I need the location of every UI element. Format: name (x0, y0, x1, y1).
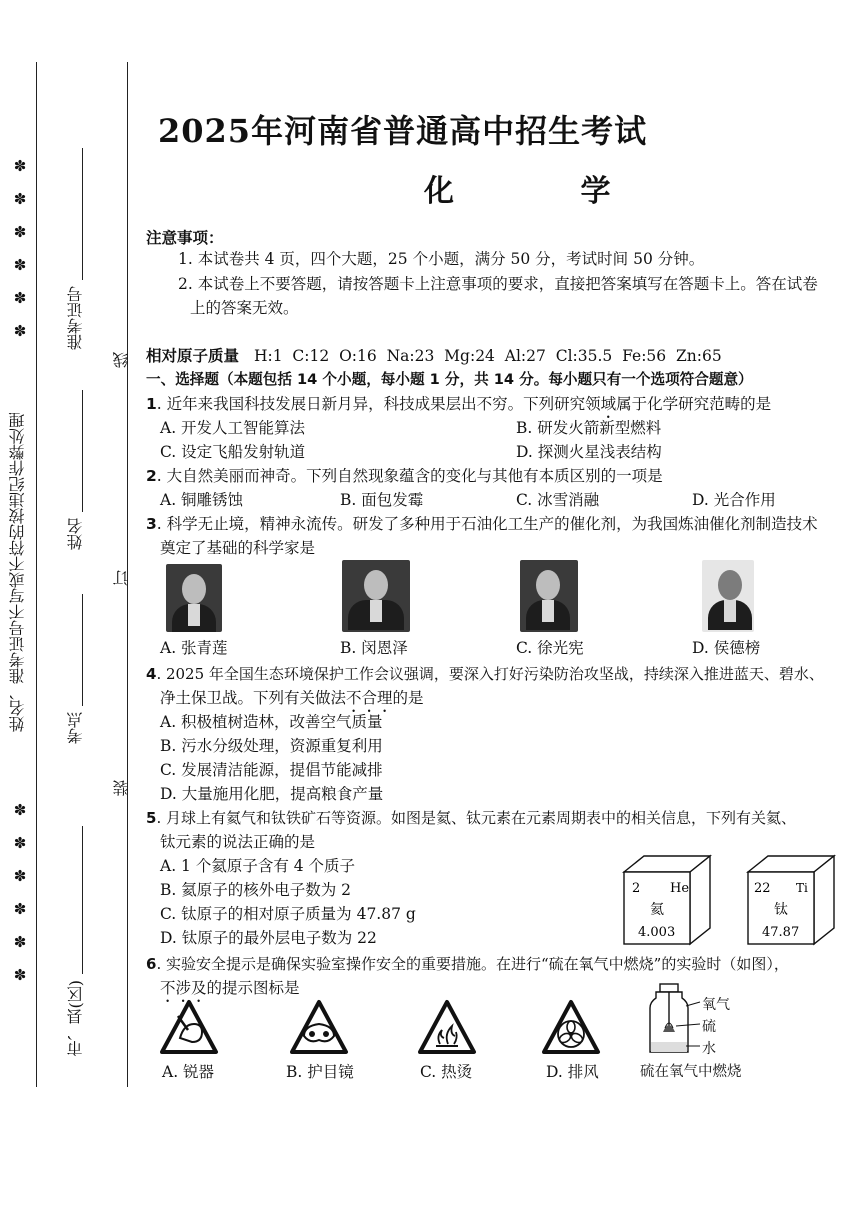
binding-mark-line: 线 (112, 352, 131, 368)
field-label-city-county: 市、县(区) (66, 980, 85, 1057)
q4-option-c[interactable]: C. 发展清洁能源，提倡节能减排 (160, 761, 383, 779)
apparatus-label-water: 水 (702, 1041, 716, 1057)
star-column-bottom: ✽ ✽ ✽ ✽ ✽ ✽ (13, 801, 27, 984)
q6-option-d[interactable]: D. 排风 (546, 1063, 599, 1081)
ti-symbol: Ti (796, 881, 808, 895)
q3-stem-line2: 奠定了基础的科学家是 (160, 539, 316, 557)
q1-stem: 1. 近年来我国科技发展日新月异，科技成果层出不穷。下列研究领域属于化学研究范畴的是 (146, 395, 772, 413)
q5-option-b[interactable]: B. 氦原子的核外电子数为 2 (160, 881, 352, 899)
atomic-mass-row (146, 344, 722, 368)
margin-side-note: 姓名、准考证号不写或不符的按违纪作弊处理 (8, 412, 27, 732)
q1-option-a[interactable]: A. 开发人工智能算法 (160, 419, 306, 437)
margin-line-left (36, 62, 37, 1087)
q2-option-a[interactable]: A. 铜雕锈蚀 (160, 491, 244, 509)
he-symbol: He (670, 881, 690, 896)
subject-title: 化 学 (424, 174, 669, 209)
q6-stem-line1: 6. 实验安全提示是确保实验室操作安全的重要措施。在进行“硫在氧气中燃烧”的实验时（如图）， (146, 955, 789, 973)
q3-option-a[interactable]: A. 张青莲 (160, 639, 228, 657)
notice-item-1: 1. 本试卷共 4 页，四个大题，25 个小题，满分 50 分，考试时间 50 分钟。 (178, 250, 705, 268)
binding-mark-staple: 订 (112, 570, 131, 586)
element-card-titanium (744, 852, 838, 946)
q3-photo-d (702, 560, 754, 632)
notice-item-2: 2. 本试卷上不要答题，请按答题卡上注意事项的要求，直接把答案填写在答题卡上。答在试卷 (178, 275, 818, 293)
q3-photo-c (520, 560, 578, 632)
q5-stem-line1: 5. 月球上有氦气和钛铁矿石等资源。如图是氦、钛元素在元素周期表中的相关信息，下列有关氦、 (146, 809, 796, 827)
q1-option-b[interactable]: B. 研发火箭新型燃料 (516, 419, 662, 437)
field-line-name (82, 390, 83, 512)
apparatus-caption: 硫在氧气中燃烧 (640, 1064, 742, 1080)
q1-number: 1 (146, 395, 157, 413)
q3-photo-a (166, 564, 222, 632)
q5-option-a[interactable]: A. 1 个氦原子含有 4 个质子 (160, 857, 356, 875)
atomic-mass-label: 相对原子质量 (146, 347, 240, 365)
he-mass: 4.003 (638, 925, 676, 940)
q6-option-c[interactable]: C. 热烫 (420, 1063, 473, 1081)
q4-option-b[interactable]: B. 污水分级处理，资源重复利用 (160, 737, 383, 755)
star-column-top: ✽ ✽ ✽ ✽ ✽ ✽ (13, 157, 27, 340)
q2-option-c[interactable]: C. 冰雪消融 (516, 491, 600, 509)
q4-stem-line2: 净土保卫战。下列有关做法不合理的是 (160, 689, 424, 707)
q6-stem-line2: 不涉及的提示图标是 (160, 979, 300, 997)
q6-option-b[interactable]: B. 护目镜 (286, 1063, 354, 1081)
ti-mass: 47.87 (762, 925, 800, 940)
q6-number: 6 (146, 955, 157, 973)
q4-number: 4 (146, 665, 157, 683)
exam-title: 2025年河南省普通高中招生考试 (158, 112, 648, 150)
section1-heading: 一、选择题（本题包括 14 个小题，每小题 1 分，共 14 分。每小题只有一个选项符合题意） (146, 371, 753, 388)
he-name: 氦 (650, 902, 664, 918)
q5-option-d[interactable]: D. 钛原子的最外层电子数为 22 (160, 929, 377, 947)
field-label-exam-number: 准考证号 (66, 286, 85, 350)
notice-item-2-cont: 上的答案无效。 (190, 299, 299, 317)
q3-option-d[interactable]: D. 侯德榜 (692, 639, 761, 657)
he-number: 2 (632, 881, 641, 896)
ti-name: 钛 (774, 902, 788, 918)
sharp-objects-icon (158, 998, 220, 1056)
q3-number: 3 (146, 515, 157, 533)
sulfur-combustion-apparatus (642, 980, 732, 1060)
q2-option-d[interactable]: D. 光合作用 (692, 491, 776, 509)
q1-option-d[interactable]: D. 探测火星浅表结构 (516, 443, 662, 461)
q4-stem-line1: 4. 2025 年全国生态环境保护工作会议强调，要深入打好污染防治攻坚战，持续深入推进蓝天、碧水、 (146, 665, 824, 683)
q1-option-c[interactable]: C. 设定飞船发射轨道 (160, 443, 306, 461)
field-label-exam-site: 考点 (66, 712, 85, 744)
q5-number: 5 (146, 809, 157, 827)
element-card-helium (620, 852, 714, 946)
q5-stem-line2: 钛元素的说法正确的是 (160, 833, 316, 851)
notice-heading: 注意事项： (146, 229, 224, 247)
q3-option-c[interactable]: C. 徐光宪 (516, 639, 584, 657)
q2-number: 2 (146, 467, 157, 485)
q3-photo-b (342, 560, 410, 632)
binding-mark-bind: 装 (112, 780, 131, 796)
q3-option-b[interactable]: B. 闵恩泽 (340, 639, 408, 657)
field-line-city-county (82, 826, 83, 974)
field-line-exam-site (82, 594, 83, 706)
q6-option-a[interactable]: A. 锐器 (162, 1063, 215, 1081)
field-label-name: 姓名 (66, 518, 85, 550)
ti-number: 22 (754, 881, 771, 896)
field-line-exam-number (82, 148, 83, 280)
q4-option-d[interactable]: D. 大量施用化肥，提高粮食产量 (160, 785, 384, 803)
ventilation-icon (540, 998, 602, 1056)
q5-option-c[interactable]: C. 钛原子的相对原子质量为 47.87 g (160, 905, 416, 923)
apparatus-label-sulfur: 硫 (702, 1019, 716, 1035)
q2-stem: 2. 大自然美丽而神奇。下列自然现象蕴含的变化与其他有本质区别的一项是 (146, 467, 663, 485)
q3-stem-line1: 3. 科学无止境，精神永流传。研发了多种用于石油化工生产的催化剂，为我国炼油催化剂制造技术 (146, 515, 818, 533)
q2-option-b[interactable]: B. 面包发霉 (340, 491, 424, 509)
atomic-mass-values: H:1 C:12 O:16 Na:23 Mg:24 Al:27 Cl:35.5 Fe:56 Zn:65 (253, 347, 722, 365)
q4-option-a[interactable]: A. 积极植树造林，改善空气质量 (160, 713, 383, 731)
goggles-icon (288, 998, 350, 1056)
apparatus-label-oxygen: 氧气 (702, 997, 730, 1013)
hot-surface-icon (416, 998, 478, 1056)
